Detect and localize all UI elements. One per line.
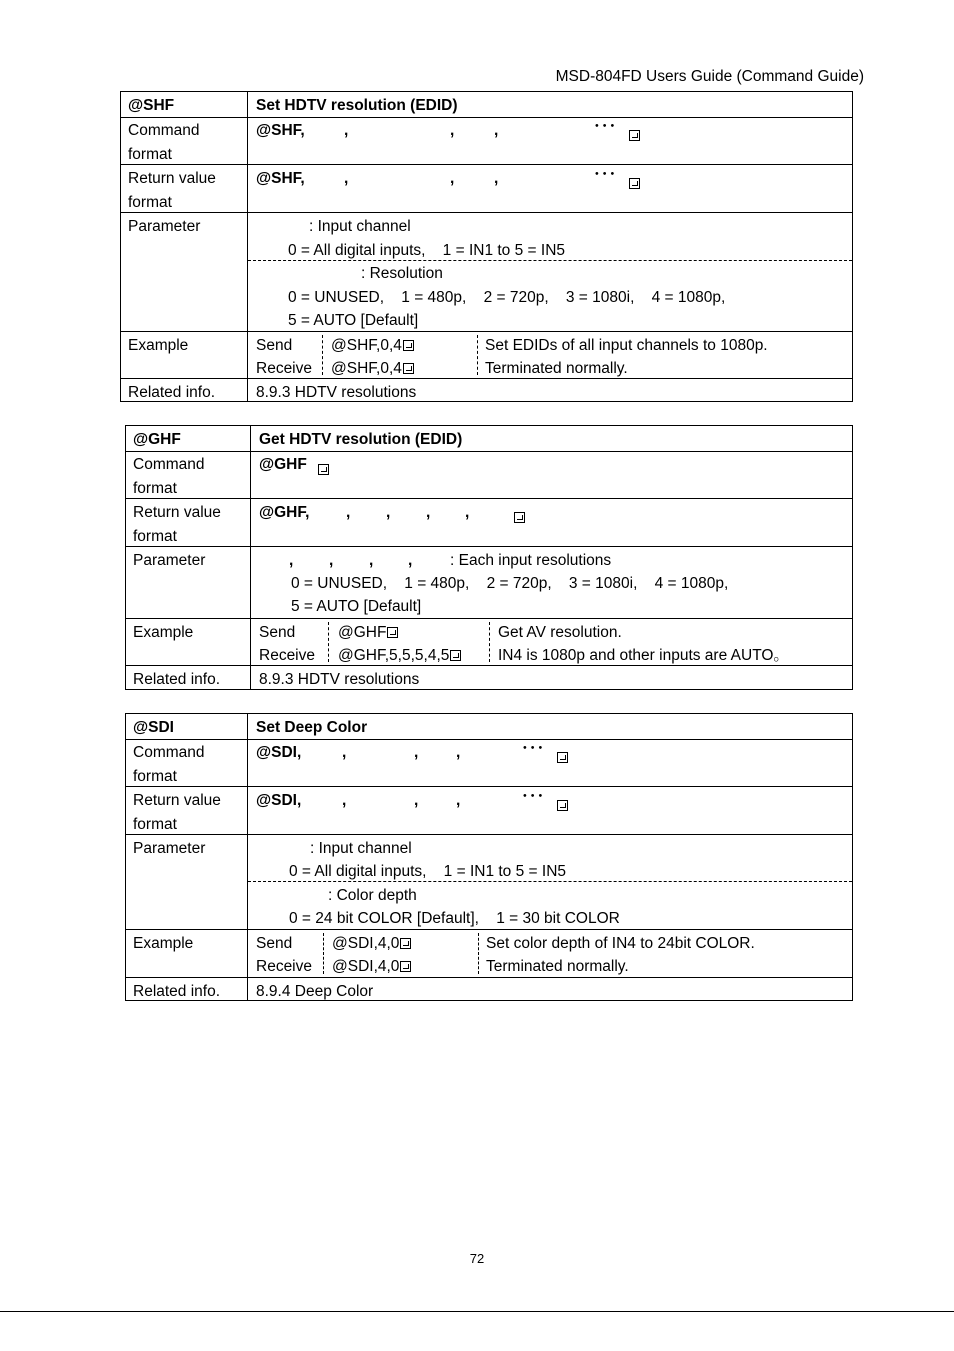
return-format-value: @SDI,	[256, 792, 302, 809]
enter-key-icon	[557, 800, 568, 811]
receive-label: Receive	[259, 647, 315, 664]
ellipsis: ･･･	[593, 166, 617, 183]
comma: ,	[408, 552, 413, 569]
related-info-row	[126, 665, 852, 690]
receive-description: IN4 is 1080p and other inputs are AUTO。	[498, 647, 789, 664]
enter-key-icon	[629, 178, 640, 189]
command-format-value: @GHF	[259, 456, 307, 473]
shf-command-table	[120, 91, 853, 402]
command-format-row	[126, 451, 852, 499]
example-label: Example	[126, 930, 248, 977]
send-label: Send	[256, 337, 293, 354]
param1-name: : Input channel	[309, 218, 411, 235]
receive-command: @GHF,5,5,5,4,5	[338, 647, 450, 664]
enter-key-icon	[557, 752, 568, 763]
comma: ,	[346, 504, 351, 521]
enter-key-icon	[403, 363, 414, 374]
parameter-row	[126, 546, 852, 618]
return-format-value: @GHF,	[259, 504, 310, 521]
command-format-label: Command format	[121, 117, 248, 165]
param2-name: : Color depth	[328, 887, 417, 904]
param1-values-cont: 5 = AUTO [Default]	[291, 598, 422, 615]
command-title: Set HDTV resolution (EDID)	[256, 97, 458, 114]
related-info-label: Related info.	[126, 666, 251, 690]
enter-key-icon	[629, 130, 640, 141]
table-header-row	[121, 92, 852, 118]
comma: ,	[342, 792, 347, 809]
send-description: Set EDIDs of all input channels to 1080p.	[485, 337, 768, 354]
return-format-row	[126, 786, 852, 834]
send-command: @GHF	[338, 624, 387, 641]
example-row	[126, 618, 852, 665]
comma: ,	[450, 122, 455, 139]
footer-divider	[0, 1311, 954, 1312]
comma: ,	[494, 170, 499, 187]
comma: ,	[426, 504, 431, 521]
table-header-row	[126, 714, 852, 740]
parameter-label: Parameter	[121, 213, 248, 331]
enter-key-icon	[318, 464, 329, 475]
parameter-row	[121, 212, 852, 331]
return-format-row	[121, 164, 852, 212]
return-format-row	[126, 498, 852, 546]
return-format-label: Return value format	[126, 499, 251, 546]
comma: ,	[329, 552, 334, 569]
command-format-value: @SDI,	[256, 744, 302, 761]
related-info-value: 8.9.4 Deep Color	[256, 983, 374, 1000]
receive-command: @SDI,4,0	[332, 958, 400, 975]
command-format-label: Command format	[126, 451, 251, 499]
send-command: @SHF,0,4	[331, 337, 402, 354]
comma: ,	[456, 792, 461, 809]
related-info-label: Related info.	[121, 379, 248, 402]
related-info-value: 8.9.3 HDTV resolutions	[256, 384, 417, 401]
related-info-value: 8.9.3 HDTV resolutions	[259, 671, 420, 688]
comma: ,	[414, 792, 419, 809]
table-header-row	[126, 426, 852, 452]
command-name: @GHF	[126, 426, 251, 451]
return-format-label: Return value format	[121, 165, 248, 212]
param1-values: 0 = All digital inputs, 1 = IN1 to 5 = IN5	[288, 242, 566, 259]
send-label: Send	[259, 624, 296, 641]
comma: ,	[465, 504, 470, 521]
param2-values: 0 = 24 bit COLOR [Default], 1 = 30 bit COLOR	[289, 910, 620, 927]
command-name: @SHF	[121, 92, 248, 117]
parameter-row	[126, 834, 852, 929]
send-label: Send	[256, 935, 293, 952]
command-format-value: @SHF,	[256, 122, 305, 139]
receive-label: Receive	[256, 360, 312, 377]
comma: ,	[450, 170, 455, 187]
enter-key-icon	[403, 340, 414, 351]
ellipsis: ･･･	[521, 788, 545, 805]
comma: ,	[494, 122, 499, 139]
command-name: @SDI	[126, 714, 248, 739]
receive-description: Terminated normally.	[485, 360, 628, 377]
return-format-label: Return value format	[126, 787, 248, 834]
command-title: Get HDTV resolution (EDID)	[259, 431, 463, 448]
comma: ,	[456, 744, 461, 761]
enter-key-icon	[400, 938, 411, 949]
comma: ,	[414, 744, 419, 761]
param2-values: 0 = UNUSED, 1 = 480p, 2 = 720p, 3 = 1080i, 4 = 1080p,	[288, 289, 726, 306]
send-command: @SDI,4,0	[332, 935, 400, 952]
related-info-row	[126, 977, 852, 1001]
receive-label: Receive	[256, 958, 312, 975]
example-label: Example	[121, 332, 248, 378]
send-description: Set color depth of IN4 to 24bit COLOR.	[486, 935, 755, 952]
example-row	[126, 929, 852, 977]
param1-values: 0 = UNUSED, 1 = 480p, 2 = 720p, 3 = 1080i, 4 = 1080p,	[291, 575, 729, 592]
param2-name: : Resolution	[361, 265, 443, 282]
ghf-command-table	[125, 425, 853, 690]
command-format-row	[126, 739, 852, 787]
enter-key-icon	[514, 512, 525, 523]
sdi-command-table	[125, 713, 853, 1001]
param1-name: : Input channel	[310, 840, 412, 857]
example-label: Example	[126, 619, 251, 665]
send-description: Get AV resolution.	[498, 624, 622, 641]
receive-description: Terminated normally.	[486, 958, 629, 975]
example-row	[121, 331, 852, 378]
comma: ,	[289, 552, 294, 569]
related-info-row	[121, 378, 852, 402]
command-format-label: Command format	[126, 739, 248, 787]
enter-key-icon	[387, 627, 398, 638]
receive-command: @SHF,0,4	[331, 360, 402, 377]
enter-key-icon	[450, 650, 461, 661]
param1-name: : Each input resolutions	[450, 552, 612, 569]
return-format-value: @SHF,	[256, 170, 305, 187]
enter-key-icon	[400, 961, 411, 972]
related-info-label: Related info.	[126, 978, 248, 1001]
comma: ,	[369, 552, 374, 569]
ellipsis: ･･･	[593, 118, 617, 135]
comma: ,	[386, 504, 391, 521]
param2-values-cont: 5 = AUTO [Default]	[288, 312, 419, 329]
param1-values: 0 = All digital inputs, 1 = IN1 to 5 = IN5	[289, 863, 567, 880]
command-format-row	[121, 117, 852, 165]
parameter-label: Parameter	[126, 835, 248, 929]
page-number: 72	[469, 1251, 485, 1266]
command-title: Set Deep Color	[256, 719, 368, 736]
comma: ,	[344, 170, 349, 187]
comma: ,	[342, 744, 347, 761]
ellipsis: ･･･	[521, 740, 545, 757]
page-header: MSD-804FD Users Guide (Command Guide)	[555, 68, 864, 85]
parameter-label: Parameter	[126, 547, 251, 618]
comma: ,	[344, 122, 349, 139]
